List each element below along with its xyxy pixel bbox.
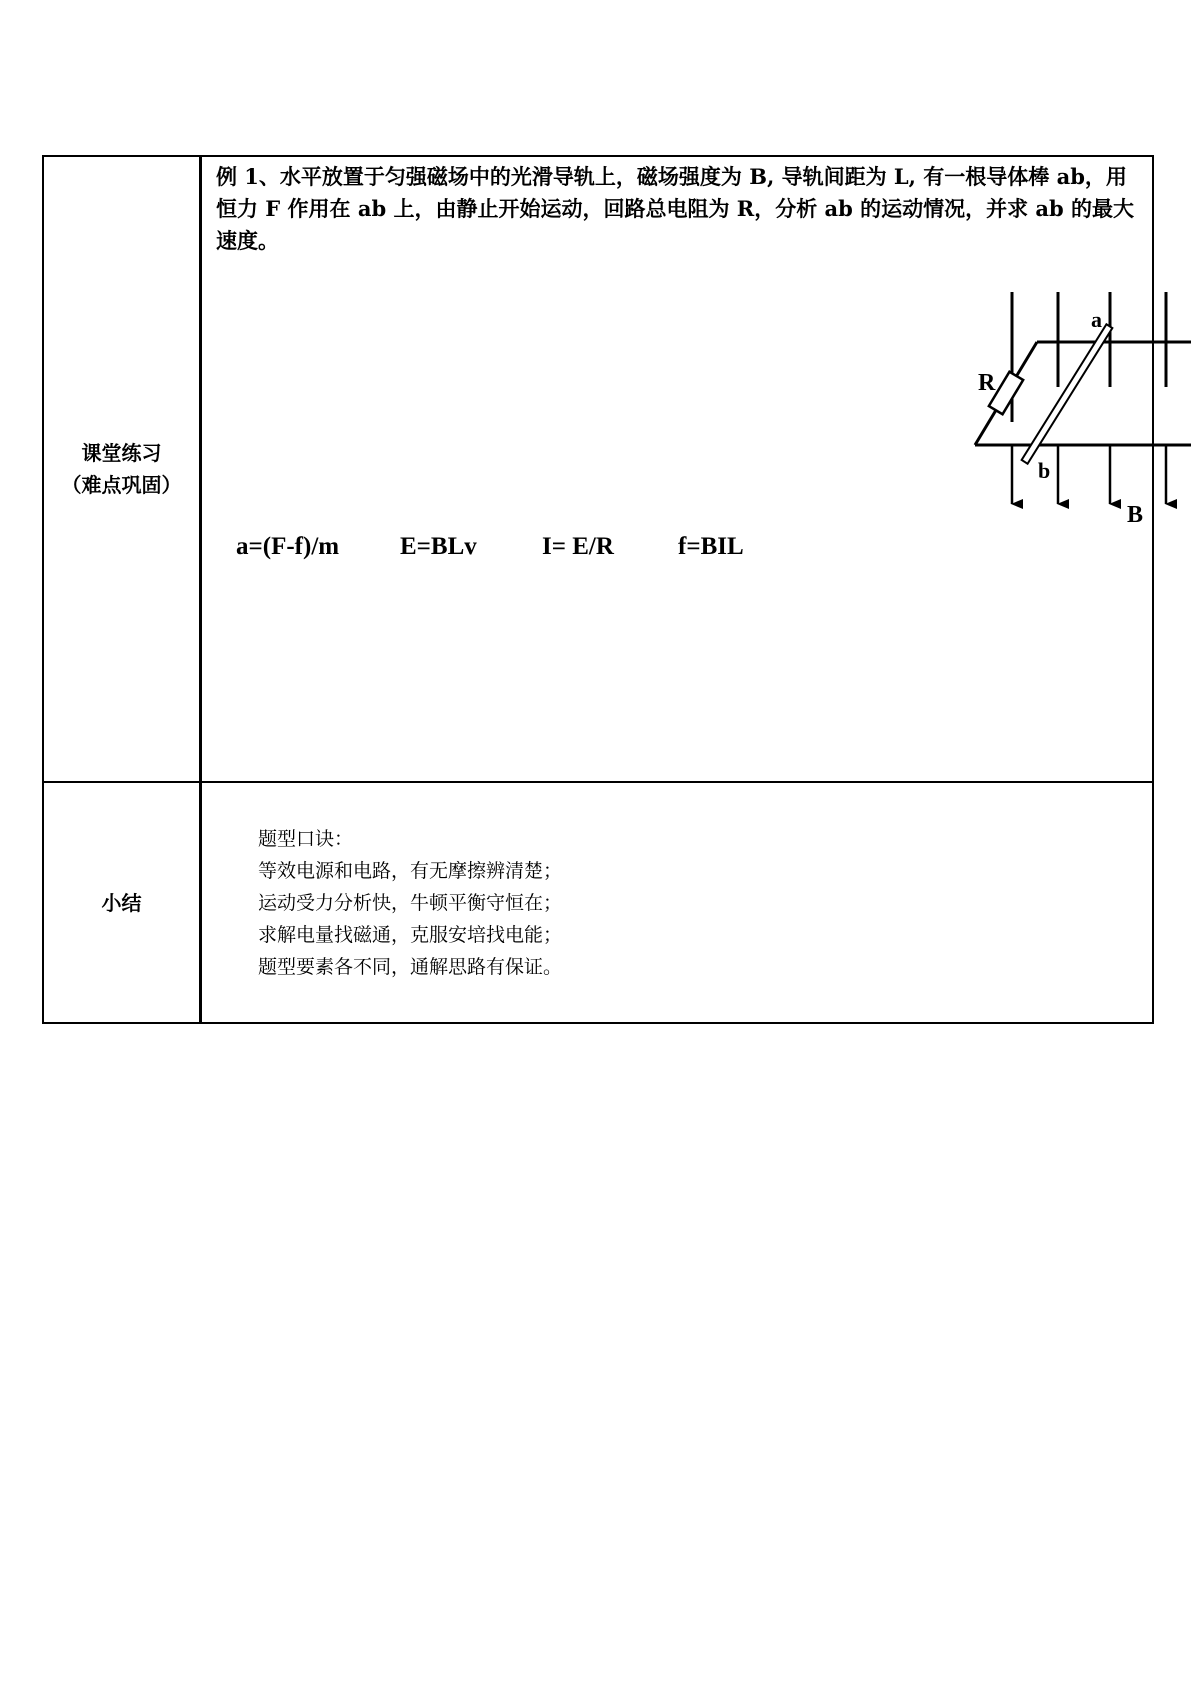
summary-label: 小结 [101,890,142,915]
formula-current: I= E/R [542,533,614,560]
practice-sublabel: （难点巩固） [61,473,182,497]
label-a: a [1091,307,1102,332]
summary-line: 运动受力分析快，牛顿平衡守恒在； [258,892,563,914]
summary-content-cell [201,782,1154,1023]
summary-line: 求解电量找磁通，克服安培找电能； [258,924,563,946]
example-question: 例 1、水平放置于匀强磁场中的光滑导轨上，磁场强度为 B, 导轨间距为 L, 有一根导体棒 ab，用恒力 F 作用在 ab 上，由静止开始运动，回路总电阻为 R，分析 ab 的运动情况，并求 ab 的最大速度。 [216,164,1135,253]
label-field-b: B [1127,502,1144,528]
practice-label: 课堂练习 [81,441,162,465]
label-b: b [1038,458,1051,483]
formula-emf: E=BLv [400,533,477,560]
practice-label-cell [43,156,201,782]
summary-text [258,823,562,983]
practice-row [43,156,1153,782]
formula-force: f=BIL [678,533,744,560]
summary-line: 等效电源和电路，有无摩擦辨清楚； [258,860,563,882]
summary-line: 题型要素各不同，通解思路有保证。 [258,956,563,978]
summary-row [43,782,1153,1023]
label-r: R [978,370,996,396]
summary-title: 题型口诀： [258,828,354,850]
practice-content-cell [201,156,1154,782]
formula-acceleration: a=(F-f)/m [236,533,340,560]
rail-diagram [762,292,1191,582]
summary-label-cell [43,782,201,1023]
lesson-table [42,155,1154,1024]
